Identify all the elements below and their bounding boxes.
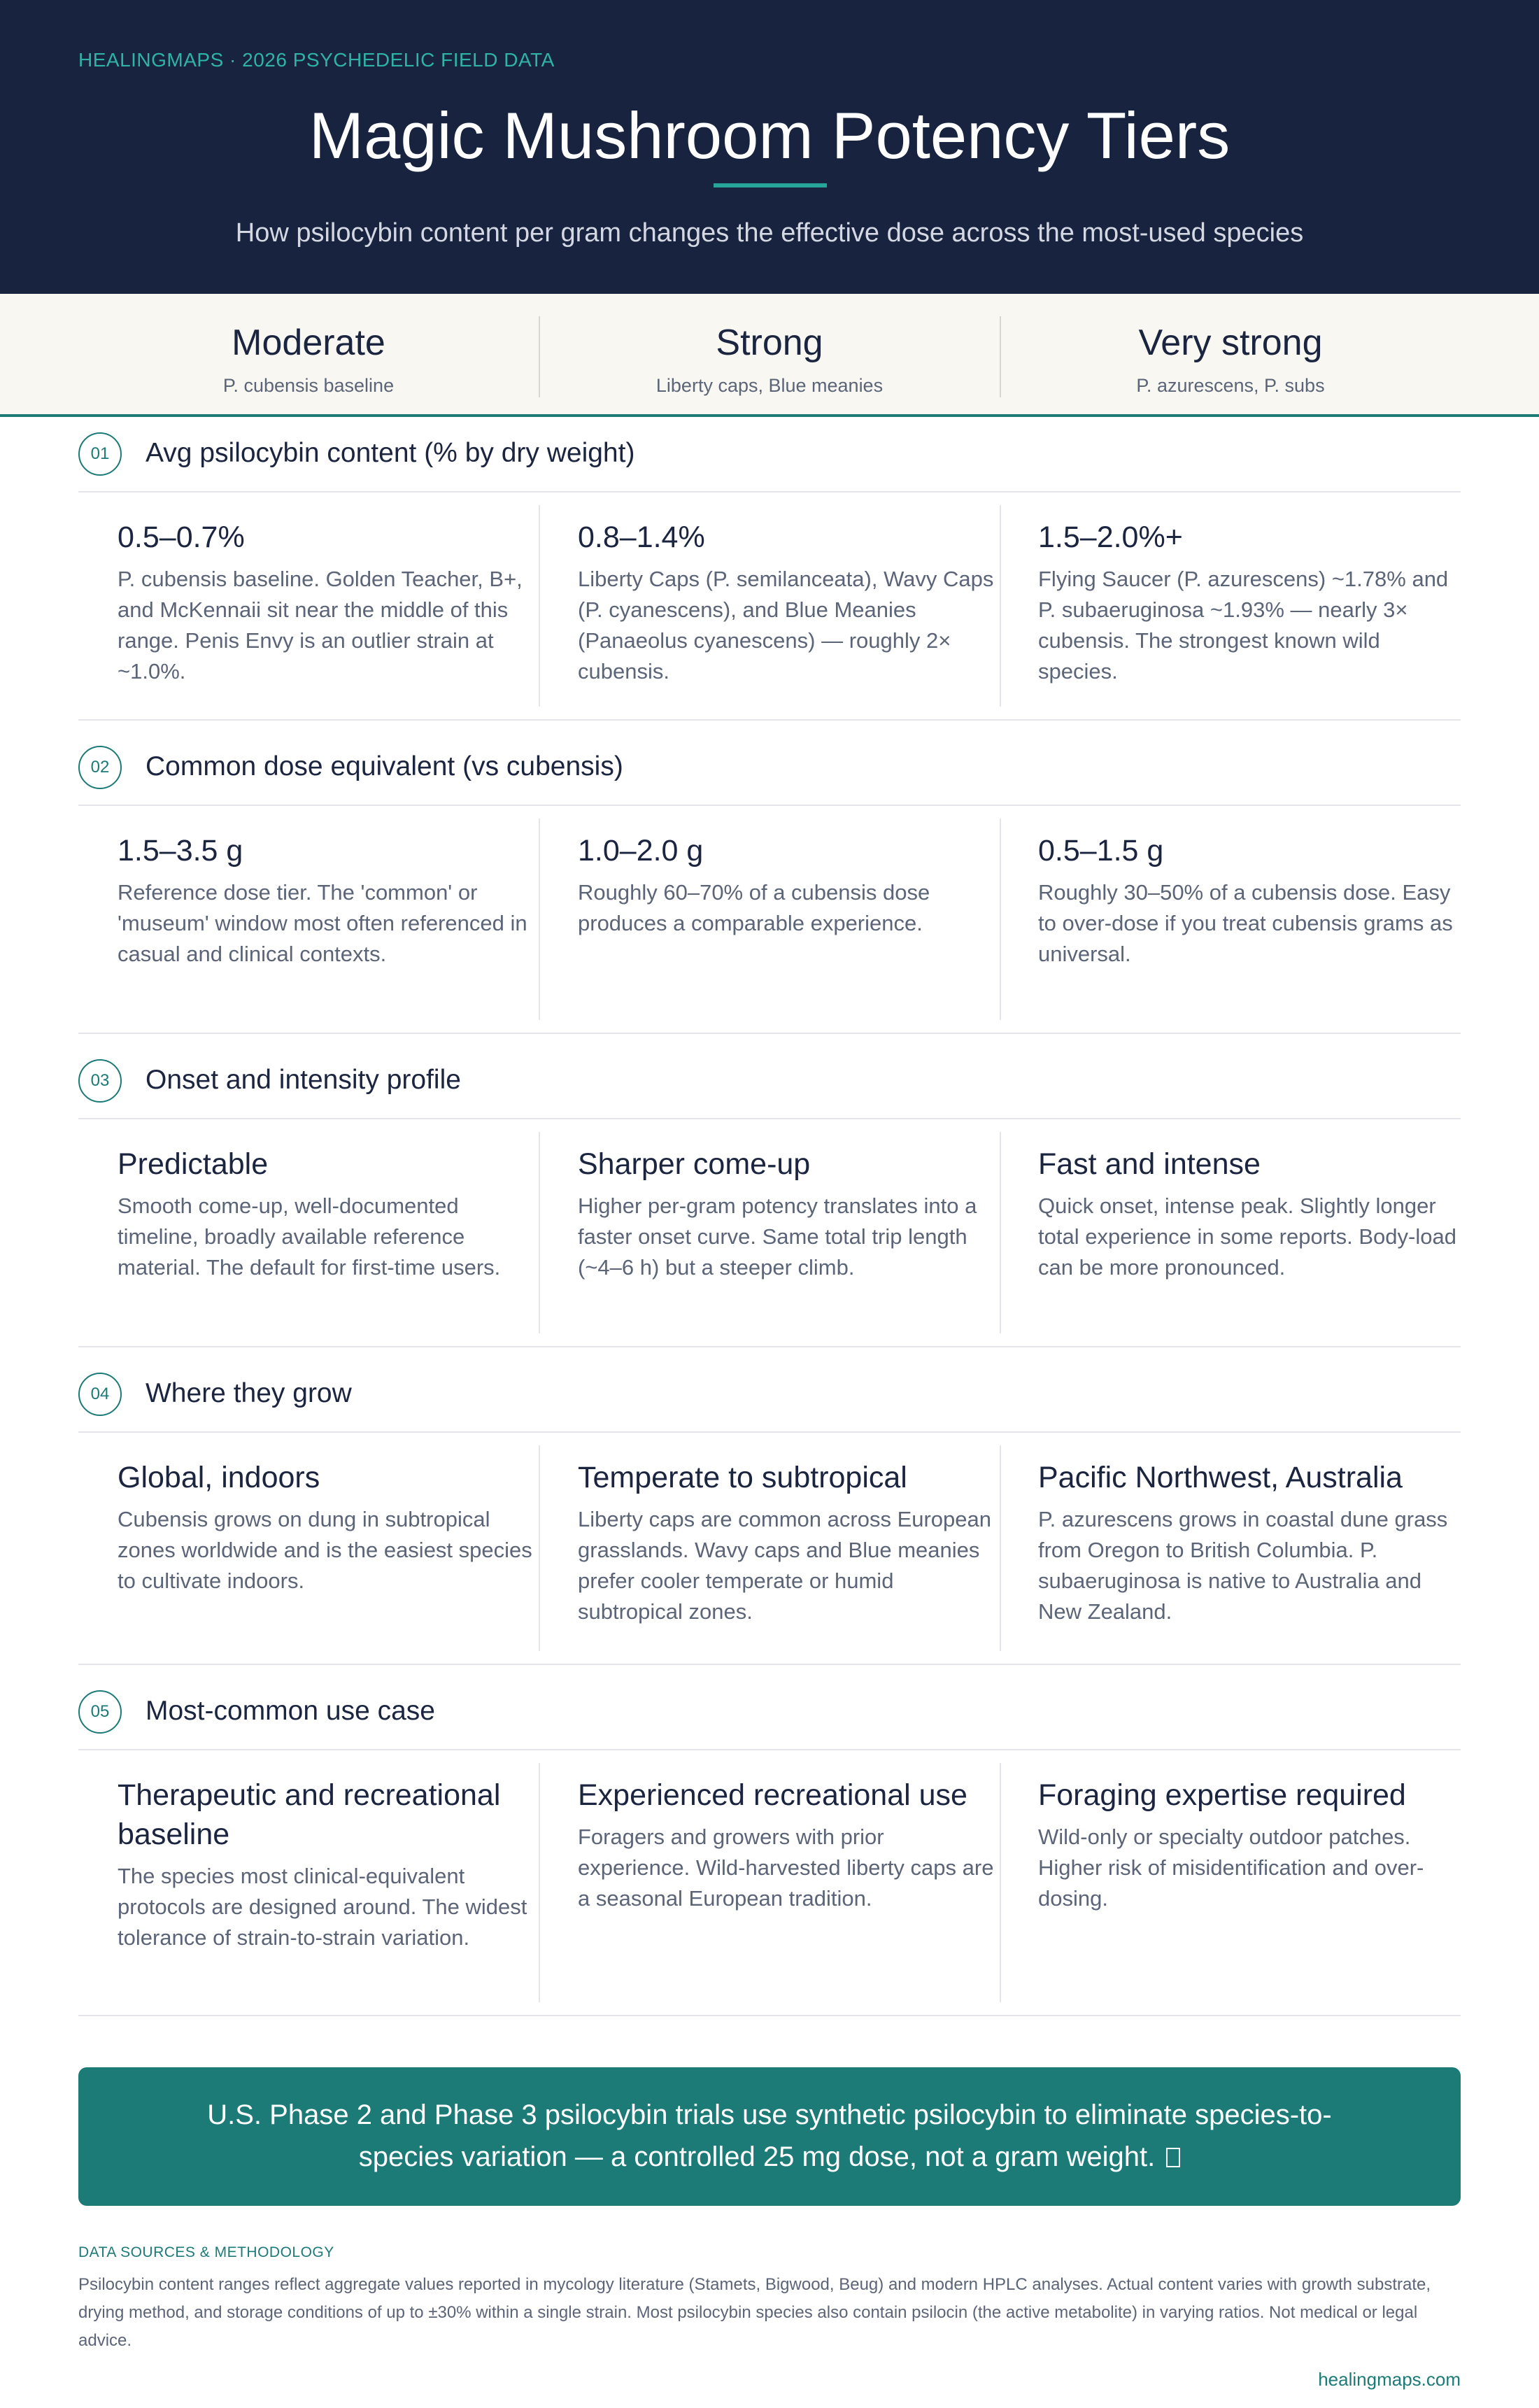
cell-value: 1.0–2.0 g bbox=[578, 834, 704, 867]
tier-strong bbox=[539, 294, 1000, 414]
cell-value: 1.5–3.5 g bbox=[118, 834, 243, 867]
sources-label: DATA SOURCES & METHODOLOGY bbox=[78, 2244, 334, 2260]
section-title: Most-common use case bbox=[146, 1696, 435, 1726]
page-title: Magic Mushroom Potency Tiers bbox=[308, 99, 1231, 172]
section-cell bbox=[1038, 493, 1458, 687]
column-divider bbox=[539, 1132, 540, 1333]
section-number-badge: 04 bbox=[78, 1373, 122, 1416]
cell-value: Therapeutic and recreational baseline bbox=[118, 1778, 501, 1851]
cell-description: Cubensis grows on dung in subtropical zones worldwide and is the easiest species to cultivate indoors. bbox=[118, 1507, 532, 1593]
section-cell bbox=[578, 1750, 998, 1914]
cell-description: Foragers and growers with prior experience. Wild-harvested liberty caps are a seasonal European tradition. bbox=[578, 1825, 994, 1911]
cell-description: P. cubensis baseline. Golden Teacher, B+, and McKennaii sit near the middle of this range. Penis Envy is an outlier strain at ~1.0%. bbox=[118, 567, 523, 684]
callout-banner bbox=[78, 2067, 1461, 2206]
section-header bbox=[78, 1675, 1461, 1750]
section-cell bbox=[578, 1433, 998, 1627]
cell-value: 0.5–0.7% bbox=[118, 520, 245, 554]
section-cell bbox=[118, 1119, 537, 1283]
section-header bbox=[78, 1044, 1461, 1119]
cell-description: Quick onset, intense peak. Slightly longer total experience in some reports. Body-load can be more pronounced. bbox=[1038, 1194, 1456, 1280]
cell-value: Pacific Northwest, Australia bbox=[1038, 1461, 1403, 1494]
cell-description: Reference dose tier. The 'common' or 'museum' window most often referenced in casual and clinical contexts. bbox=[118, 880, 527, 966]
section-cell bbox=[578, 806, 998, 939]
cell-value: 0.5–1.5 g bbox=[1038, 834, 1164, 867]
cell-value: 0.8–1.4% bbox=[578, 520, 705, 554]
section-cell bbox=[1038, 806, 1458, 970]
cell-description: Liberty Caps (P. semilanceata), Wavy Caps (P. cyanescens), and Blue Meanies (Panaeolus cyanescens) — roughly 2× cubensis. bbox=[578, 567, 994, 684]
cell-value: Experienced recreational use bbox=[578, 1778, 967, 1812]
cell-description: Liberty caps are common across European grasslands. Wavy caps and Blue meanies prefer cooler temperate or humid subtropical zones. bbox=[578, 1507, 992, 1624]
section-cell bbox=[118, 1750, 537, 1953]
sources-text: Psilocybin content ranges reflect aggregate values reported in mycology literature (Stamets, Bigwood, Beug) and modern HPLC analyses. Actual content varies with growth substrate, drying method, and storage conditions of up to ±30% within a single strain. Most psilocybin species also contain psilocin (the active metabolite) in varying ratios. Not medical or legal advice. bbox=[78, 2275, 1431, 2350]
section-title: Where they grow bbox=[146, 1378, 352, 1408]
section-cell bbox=[1038, 1750, 1472, 1914]
section-cell bbox=[118, 493, 537, 687]
section-title: Avg psilocybin content (% by dry weight) bbox=[146, 438, 635, 468]
tier-moderate bbox=[78, 294, 539, 414]
section-cell bbox=[118, 806, 537, 970]
tier-subtitle: Liberty caps, Blue meanies bbox=[655, 375, 884, 396]
cell-description: Flying Saucer (P. azurescens) ~1.78% and P. subaeruginosa ~1.93% — nearly 3× cubensis. The strongest known wild species. bbox=[1038, 567, 1449, 684]
section-body bbox=[78, 1119, 1461, 1347]
tier-name: Very strong bbox=[1138, 323, 1323, 363]
cell-description: P. azurescens grows in coastal dune grass from Oregon to British Columbia. P. subaeruginosa is native to Australia and New Zealand. bbox=[1038, 1507, 1448, 1624]
cell-value: Fast and intense bbox=[1038, 1147, 1261, 1181]
cell-description: The species most clinical-equivalent protocols are designed around. The widest tolerance of strain-to-strain variation. bbox=[118, 1864, 527, 1950]
section-body bbox=[78, 1750, 1461, 2016]
section-number-badge: 03 bbox=[78, 1059, 122, 1103]
cell-description: Higher per-gram potency translates into a faster onset curve. Same total trip length (~4–6 h) but a steeper climb. bbox=[578, 1194, 977, 1280]
tier-name: Moderate bbox=[232, 323, 385, 363]
cell-value: Predictable bbox=[118, 1147, 269, 1181]
section-cell bbox=[1038, 1119, 1458, 1283]
tier-very-strong bbox=[1000, 294, 1461, 414]
cell-description: Roughly 60–70% of a cubensis dose produces a comparable experience. bbox=[578, 880, 930, 935]
cell-value: 1.5–2.0%+ bbox=[1038, 520, 1183, 554]
cell-value: Temperate to subtropical bbox=[578, 1461, 907, 1494]
column-divider bbox=[539, 819, 540, 1020]
section-cell bbox=[578, 1119, 998, 1283]
column-divider bbox=[1000, 1132, 1001, 1333]
column-divider bbox=[1000, 1763, 1001, 2002]
cell-description: Roughly 30–50% of a cubensis dose. Easy to over-dose if you treat cubensis grams as universal. bbox=[1038, 880, 1453, 966]
tier-name: Strong bbox=[716, 323, 823, 363]
section-header bbox=[78, 417, 1461, 493]
cell-value: Global, indoors bbox=[118, 1461, 320, 1494]
section-body bbox=[78, 806, 1461, 1034]
column-divider bbox=[1000, 1445, 1001, 1651]
section-number-badge: 05 bbox=[78, 1690, 122, 1734]
cell-description: Wild-only or specialty outdoor patches. Higher risk of misidentification and over-dosing. bbox=[1038, 1825, 1424, 1911]
eyebrow-text: HEALINGMAPS · 2026 PSYCHEDELIC FIELD DATA bbox=[78, 49, 555, 71]
title-underline bbox=[714, 183, 827, 187]
section-number-badge: 01 bbox=[78, 432, 122, 476]
column-divider bbox=[539, 505, 540, 707]
sources-methodology bbox=[78, 2244, 1461, 2355]
tier-header-row bbox=[0, 294, 1539, 417]
section-cell bbox=[578, 493, 998, 687]
section-title: Onset and intensity profile bbox=[146, 1065, 461, 1095]
section-body bbox=[78, 1433, 1461, 1665]
cell-value: Foraging expertise required bbox=[1038, 1778, 1406, 1812]
page-subtitle: How psilocybin content per gram changes the effective dose across the most-used species bbox=[235, 218, 1304, 248]
section-header bbox=[78, 1357, 1461, 1433]
column-divider bbox=[539, 1763, 540, 2002]
column-divider bbox=[1000, 819, 1001, 1020]
column-divider bbox=[1000, 505, 1001, 707]
tier-subtitle: P. cubensis baseline bbox=[222, 375, 395, 396]
cell-description: Smooth come-up, well-documented timeline, broadly available reference material. The default for first-time users. bbox=[118, 1194, 501, 1280]
column-divider bbox=[539, 1445, 540, 1651]
section-cell bbox=[1038, 1433, 1472, 1627]
section-header bbox=[78, 730, 1461, 806]
cell-value: Sharper come-up bbox=[578, 1147, 811, 1181]
tier-subtitle: P. azurescens, P. subs bbox=[1136, 375, 1325, 396]
section-number-badge: 02 bbox=[78, 746, 122, 789]
section-body bbox=[78, 493, 1461, 721]
section-cell bbox=[118, 1433, 537, 1596]
unknown-glyph-icon bbox=[1166, 2148, 1180, 2167]
site-link[interactable]: healingmaps.com bbox=[1318, 2369, 1461, 2390]
callout-text: U.S. Phase 2 and Phase 3 psilocybin trials use synthetic psilocybin to eliminate species-to-species variation — a controlled 25 mg dose, not a gram weight. bbox=[207, 2099, 1332, 2172]
section-title: Common dose equivalent (vs cubensis) bbox=[146, 751, 623, 781]
page-header bbox=[0, 0, 1539, 294]
